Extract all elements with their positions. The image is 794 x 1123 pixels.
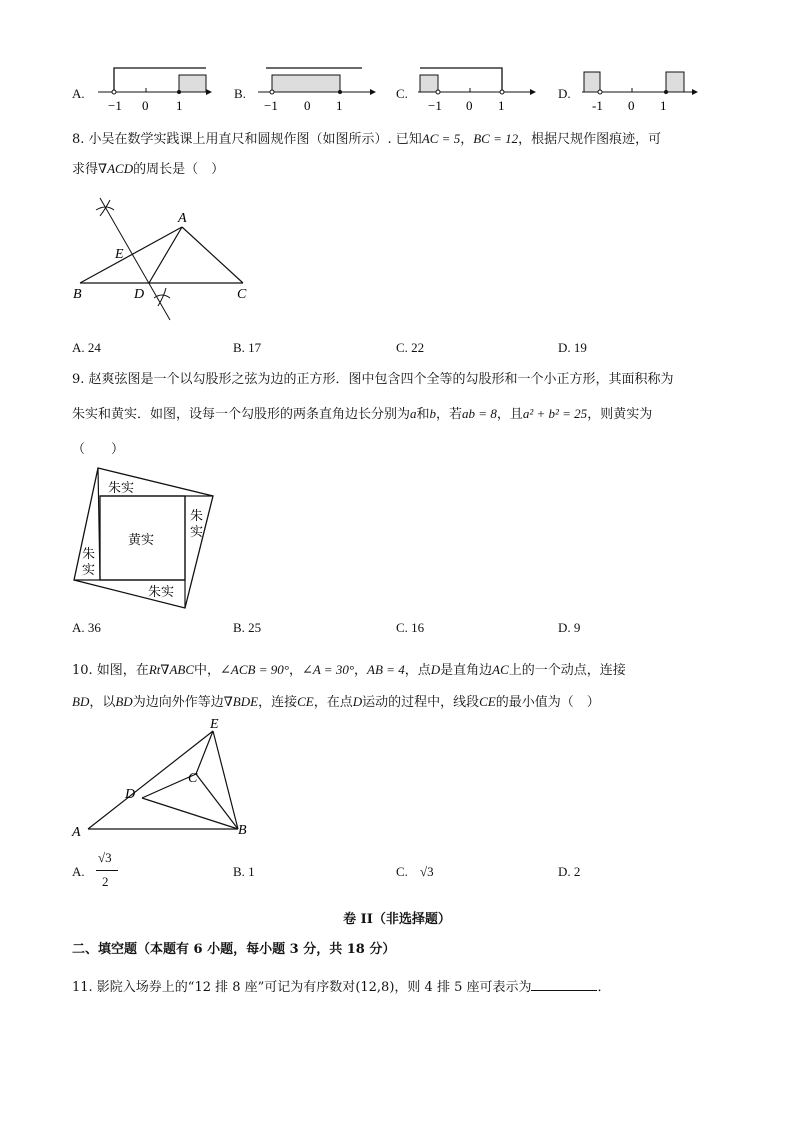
q10-label-b: B	[238, 823, 247, 838]
q9-label-zhu-top: 朱实	[108, 480, 135, 495]
q9-zhao-shuang-figure	[70, 464, 218, 614]
q10-option-a-denominator: 2	[102, 874, 109, 889]
q9-label-zhu-left-1: 朱	[82, 546, 96, 561]
q8-option-a[interactable]: A. 24	[72, 340, 101, 355]
q7-b-tick-neg1: −1	[264, 98, 278, 113]
q9-option-d[interactable]: D. 9	[558, 620, 581, 635]
q7-c-tick-1: 1	[498, 98, 505, 113]
q7-options	[0, 60, 794, 120]
q7-option-c-label: C.	[396, 86, 408, 101]
q10-label-c: C	[188, 771, 198, 786]
q9-stem-line1: 9. 赵爽弦图是一个以勾股形之弦为边的正方形．图中包含四个全等的勾股形和一个小正方形，其面积称为	[72, 372, 674, 387]
q7-d-tick-0: 0	[628, 98, 635, 113]
q8-label-d: D	[134, 287, 145, 302]
q9-stem-line2: 朱实和黄实．如图，设每一个勾股形的两条直角边长分别为a和b，若ab = 8，且a² + b² = 25，则黄实为	[72, 406, 653, 422]
q9-label-zhu-right-1: 朱	[190, 508, 204, 523]
q7-c-tick-neg1: −1	[428, 98, 442, 113]
q9-label-huang: 黄实	[128, 532, 155, 547]
q9-option-b[interactable]: B. 25	[233, 620, 262, 635]
q7-c-tick-0: 0	[466, 98, 473, 113]
q8-stem-line2: 求得∇ACD的周长是（ ）	[72, 161, 225, 177]
q8-option-d[interactable]: D. 19	[558, 340, 587, 355]
q7-b-tick-1: 1	[336, 98, 343, 113]
q7-b-tick-0: 0	[304, 98, 311, 113]
q10-option-d[interactable]: D. 2	[558, 864, 581, 879]
q10-stem-line2: BD，以BD为边向外作等边∇BDE，连接CE，在点D运动的过程中，线段CE的最小值为（ ）	[72, 694, 600, 710]
q7-option-a-label: A.	[72, 86, 85, 101]
q9-label-zhu-bottom: 朱实	[148, 584, 175, 599]
q7-option-b-label: B.	[234, 86, 246, 101]
q10-label-d: D	[125, 787, 136, 802]
q7-option-d-label: D.	[558, 86, 571, 101]
q7-option-c-number-line	[416, 64, 536, 116]
q7-a-tick-1: 1	[176, 98, 183, 113]
q10-option-a[interactable]: A. √3 2	[72, 848, 132, 892]
q10-option-b[interactable]: B. 1	[233, 864, 255, 879]
q8-label-c: C	[237, 287, 247, 302]
q10-label-e: E	[210, 717, 219, 732]
q8-label-b: B	[73, 287, 82, 302]
q11-stem: 11. 影院入场券上的“12 排 8 座”可记为有序数对(12,8)，则 4 排 5 座可表示为 ．	[72, 976, 611, 998]
q7-a-tick-0: 0	[142, 98, 149, 113]
q10-option-a-numerator: √3	[98, 850, 112, 865]
q10-triangle-figure	[70, 714, 260, 840]
volume-title: 卷 II（非选择题）	[343, 912, 451, 927]
q9-stem-line3: （ ）	[72, 442, 125, 457]
q7-option-b-number-line	[252, 64, 376, 116]
q8-option-b[interactable]: B. 17	[233, 340, 262, 355]
q11-answer-blank[interactable]	[531, 976, 597, 991]
q8-label-a: A	[178, 211, 187, 226]
q8-stem-line1: 8. 小吴在数学实践课上用直尺和圆规作图（如图所示）. 已知AC = 5，BC = 12，根据尺规作图痕迹，可	[72, 131, 662, 147]
part-title: 二、填空题（本题有 6 小题，每小题 3 分，共 18 分）	[72, 942, 396, 957]
q8-option-c[interactable]: C. 22	[396, 340, 425, 355]
q8-label-e: E	[115, 247, 124, 262]
q10-stem-line1: 10. 如图，在Rt∇ABC中，∠ACB = 90°，∠A = 30°，AB = 4，点D是直角边AC上的一个动点，连接	[72, 662, 626, 678]
q7-d-tick-1: 1	[660, 98, 667, 113]
q10-label-a: A	[72, 825, 81, 840]
q9-option-c[interactable]: C. 16	[396, 620, 425, 635]
q9-option-a[interactable]: A. 36	[72, 620, 101, 635]
q7-option-a-number-line	[92, 64, 212, 116]
q9-label-zhu-left-2: 实	[82, 562, 96, 577]
q10-fraction-bar	[96, 870, 118, 871]
q7-option-d-number-line	[580, 64, 698, 116]
q8-construction-figure	[70, 190, 260, 330]
q7-d-tick-neg1: -1	[592, 98, 603, 113]
q7-a-tick-neg1: −1	[108, 98, 122, 113]
q9-label-zhu-right-2: 实	[190, 524, 204, 539]
